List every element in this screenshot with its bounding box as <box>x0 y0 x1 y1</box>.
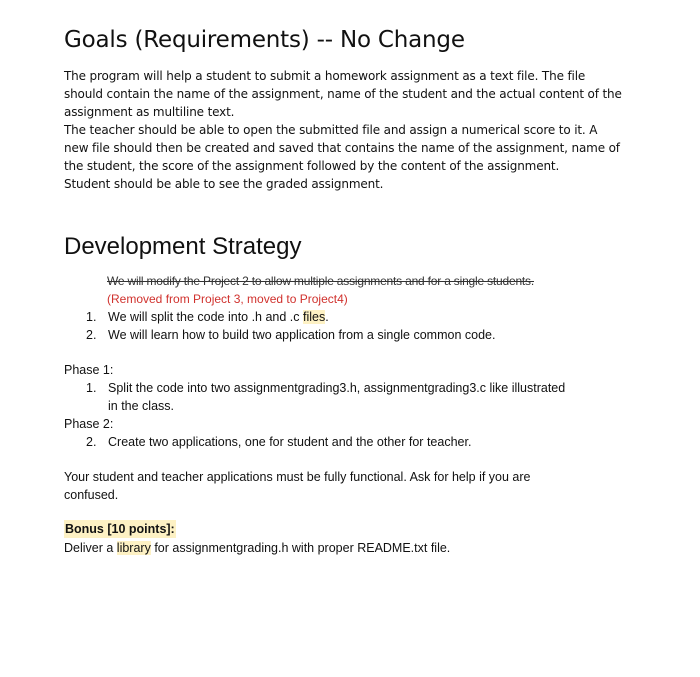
strategy-item-2 <box>86 327 646 344</box>
phase-2-item <box>86 434 646 451</box>
removed-note: (Removed from Project 3, moved to Project4) <box>107 292 348 306</box>
phase-2-label: Phase 2: <box>64 417 114 431</box>
list-text: We will learn how to build two application from a single common code. <box>108 328 496 342</box>
goals-body <box>64 67 624 193</box>
goals-heading: Goals (Requirements) -- No Change <box>64 27 465 53</box>
list-number: 2. <box>86 435 97 449</box>
note-line-2: confused. <box>64 488 119 502</box>
phase-1-label: Phase 1: <box>64 363 114 377</box>
list-text-continued: in the class. <box>108 399 175 413</box>
strategy-heading: Development Strategy <box>64 233 302 260</box>
list-number: 1. <box>86 310 97 324</box>
bonus-text <box>64 539 450 557</box>
bonus-heading: Bonus [10 points]: <box>65 522 175 536</box>
highlighted-word: files <box>303 310 326 324</box>
phase-1-item <box>86 380 646 414</box>
highlighted-word: library <box>116 541 151 555</box>
goals-paragraph-3: Student should be able to see the graded assignment. <box>64 177 384 191</box>
strategy-item-1 <box>86 309 646 326</box>
list-text-part: . <box>325 310 329 324</box>
list-number: 1. <box>86 381 97 395</box>
struck-text: We will modify the Project 2 to allow multiple assignments and for a single students. <box>107 274 534 288</box>
bonus-text-part: for assignmentgrading.h with proper README.txt file. <box>150 541 451 555</box>
bonus-text-part: Deliver a <box>64 541 117 555</box>
list-text: Split the code into two assignmentgrading3.h, assignmentgrading3.c like illustrated <box>108 381 566 395</box>
list-text <box>108 309 329 326</box>
goals-paragraph-2: The teacher should be able to open the submitted file and assign a numerical score to it. A new file should then be created and saved that contains the name of the assignment, name of the student, the score of the assignment followed by the content of the assignment. <box>64 123 620 173</box>
list-text: Create two applications, one for student and the other for teacher. <box>108 435 472 449</box>
list-text-part: We will split the code into .h and .c <box>108 310 304 324</box>
goals-paragraph-1: The program will help a student to submit a homework assignment as a text file. The file should contain the name of the assignment, name of the student and the actual content of the assignment as multiline text. <box>64 69 622 119</box>
list-number: 2. <box>86 328 97 342</box>
note-line-1: Your student and teacher applications must be fully functional. Ask for help if you are <box>64 470 531 484</box>
